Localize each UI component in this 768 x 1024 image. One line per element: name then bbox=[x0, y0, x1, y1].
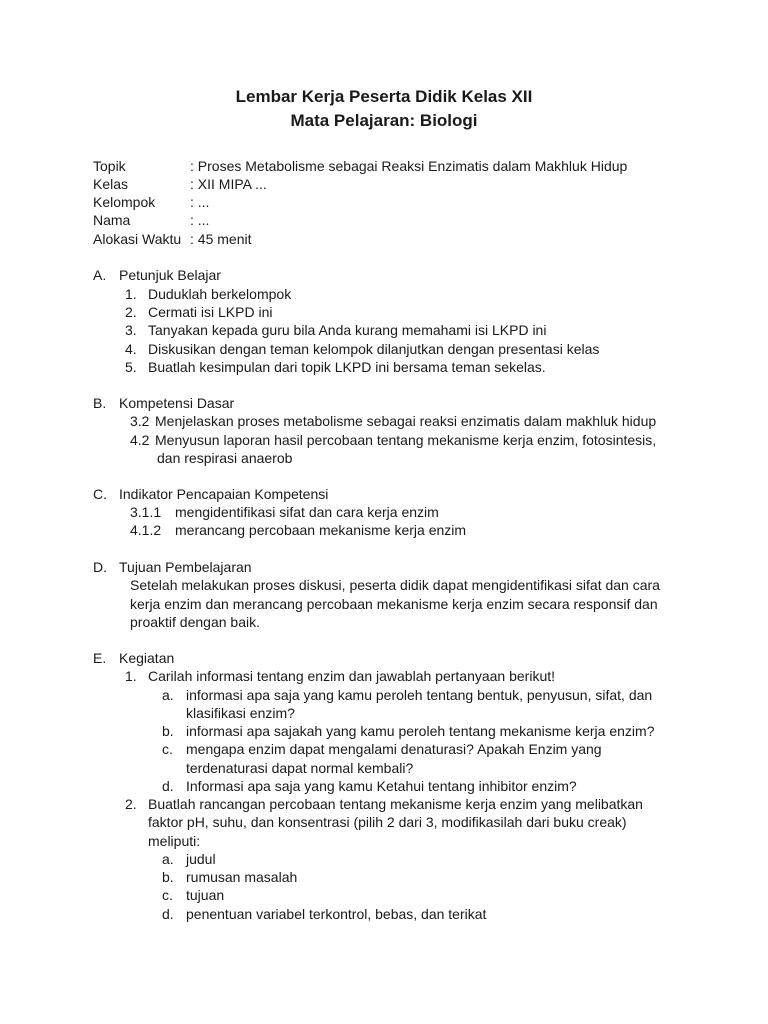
section-heading: Indikator Pencapaian Kompetensi bbox=[119, 486, 329, 502]
list-item-number: 1. bbox=[125, 286, 137, 302]
list-item-continuation: faktor pH, suhu, dan konsentrasi (pilih 2 dari 3, modifikasilah dari buku creak) bbox=[148, 814, 627, 830]
paragraph-line: proaktif dengan baik. bbox=[130, 614, 260, 630]
list-item-number: 5. bbox=[125, 359, 137, 375]
list-item-number: 3. bbox=[125, 322, 137, 338]
identity-label-kelas: Kelas bbox=[93, 176, 129, 192]
section-marker: A. bbox=[93, 267, 107, 283]
identity-value-alokasi-waktu: : 45 menit bbox=[190, 231, 252, 247]
list-item-number: 4.2 bbox=[130, 432, 150, 448]
list-item: Menjelaskan proses metabolisme sebagai reaksi enzimatis dalam makhluk hidup bbox=[155, 413, 657, 429]
sub-item: Informasi apa saja yang kamu Ketahui tentang inhibitor enzim? bbox=[186, 778, 577, 794]
sub-item: mengapa enzim dapat mengalami denaturasi? Apakah Enzim yang bbox=[186, 741, 602, 757]
sub-item: informasi apa saja yang kamu peroleh tentang bentuk, penyusun, sifat, dan bbox=[186, 687, 653, 703]
sub-item-letter: a. bbox=[162, 687, 174, 703]
list-item-number: 3.1.1 bbox=[130, 504, 162, 520]
list-item-continuation: dan respirasi anaerob bbox=[157, 450, 293, 466]
identity-label-topik: Topik bbox=[93, 158, 126, 174]
list-item-number: 2. bbox=[125, 304, 137, 320]
section-marker: C. bbox=[93, 486, 107, 502]
identity-label-alokasi-waktu: Alokasi Waktu bbox=[93, 231, 182, 247]
identity-value-nama: : ... bbox=[190, 212, 210, 228]
sub-item: rumusan masalah bbox=[186, 869, 298, 885]
list-item-number: 1. bbox=[125, 668, 137, 684]
paragraph-line: Setelah melakukan proses diskusi, peserta didik dapat mengidentifikasi sifat dan cara bbox=[130, 577, 660, 593]
list-item: merancang percobaan mekanisme kerja enzim bbox=[175, 522, 467, 538]
list-item: Diskusikan dengan teman kelompok dilanjutkan dengan presentasi kelas bbox=[148, 341, 600, 357]
section-marker: D. bbox=[93, 559, 107, 575]
sub-item-letter: c. bbox=[162, 887, 173, 903]
list-item: Tanyakan kepada guru bila Anda kurang memahami isi LKPD ini bbox=[148, 322, 547, 338]
list-item: Menyusun laporan hasil percobaan tentang mekanisme kerja enzim, fotosintesis, bbox=[155, 432, 657, 448]
sub-item-letter: b. bbox=[162, 723, 174, 739]
list-item: Duduklah berkelompok bbox=[148, 286, 292, 302]
sub-item: penentuan variabel terkontrol, bebas, dan terikat bbox=[186, 906, 487, 922]
list-item: Buatlah kesimpulan dari topik LKPD ini bersama teman sekelas. bbox=[148, 359, 546, 375]
sub-item-letter: b. bbox=[162, 869, 174, 885]
section-heading: Kegiatan bbox=[119, 650, 175, 666]
list-item-number: 4.1.2 bbox=[130, 522, 162, 538]
sub-item-continuation: terdenaturasi dapat normal kembali? bbox=[186, 760, 414, 776]
list-item-number: 4. bbox=[125, 341, 137, 357]
sub-item: tujuan bbox=[186, 887, 225, 903]
list-item: Cermati isi LKPD ini bbox=[148, 304, 273, 320]
list-item-number: 3.2 bbox=[130, 413, 150, 429]
list-item-number: 2. bbox=[125, 796, 137, 812]
page-subtitle: Mata Pelajaran: Biologi bbox=[290, 111, 478, 130]
identity-value-kelompok: : ... bbox=[190, 194, 210, 210]
identity-value-topik: : Proses Metabolisme sebagai Reaksi Enzimatis dalam Makhluk Hidup bbox=[190, 158, 628, 174]
sub-item: informasi apa sajakah yang kamu peroleh tentang mekanisme kerja enzim? bbox=[186, 723, 655, 739]
sub-item-letter: d. bbox=[162, 778, 174, 794]
identity-value-kelas: : XII MIPA ... bbox=[190, 176, 267, 192]
list-item-continuation: meliputi: bbox=[148, 833, 201, 849]
page-title: Lembar Kerja Peserta Didik Kelas XII bbox=[235, 87, 533, 106]
section-marker: E. bbox=[93, 650, 107, 666]
list-item: mengidentifikasi sifat dan cara kerja enzim bbox=[175, 504, 439, 520]
identity-label-kelompok: Kelompok bbox=[93, 194, 156, 210]
sub-item-letter: d. bbox=[162, 906, 174, 922]
list-item: Buatlah rancangan percobaan tentang mekanisme kerja enzim yang melibatkan bbox=[148, 796, 643, 812]
section-marker: B. bbox=[93, 395, 107, 411]
section-heading: Petunjuk Belajar bbox=[119, 267, 221, 283]
section-heading: Kompetensi Dasar bbox=[119, 395, 235, 411]
sub-item-letter: a. bbox=[162, 851, 174, 867]
section-heading: Tujuan Pembelajaran bbox=[119, 559, 252, 575]
identity-label-nama: Nama bbox=[93, 212, 131, 228]
sub-item: judul bbox=[186, 851, 216, 867]
list-item: Carilah informasi tentang enzim dan jawablah pertanyaan berikut! bbox=[148, 668, 556, 684]
sub-item-continuation: klasifikasi enzim? bbox=[186, 705, 295, 721]
paragraph-line: kerja enzim dan merancang percobaan mekanisme kerja enzim secara responsif dan bbox=[130, 596, 658, 612]
sub-item-letter: c. bbox=[162, 741, 173, 757]
